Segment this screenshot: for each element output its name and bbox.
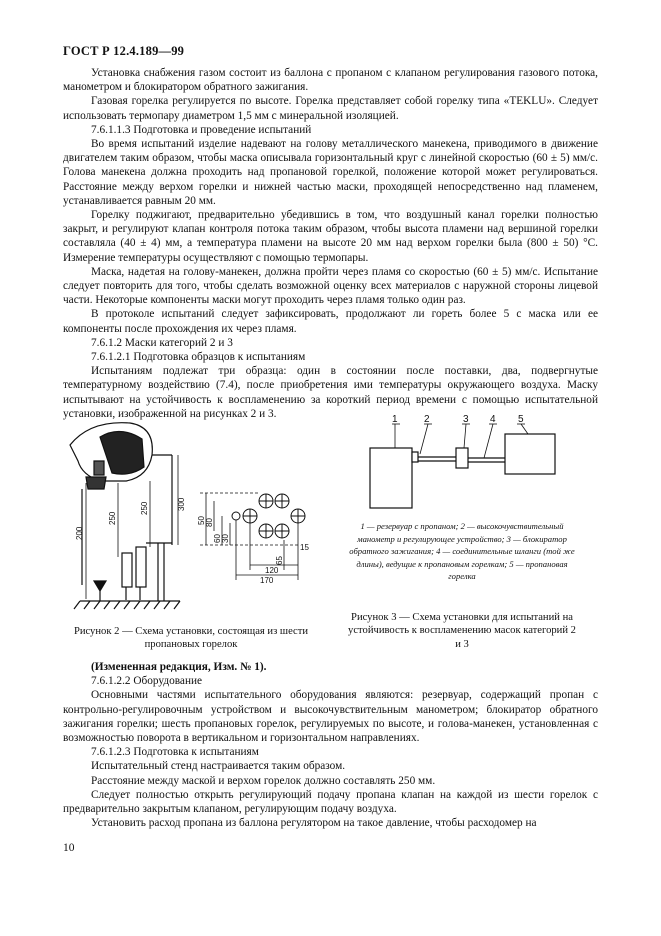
page-number: 10 <box>63 842 75 854</box>
dimension-label: 15 <box>300 543 309 552</box>
figure-3-caption: Рисунок 3 — Схема установки для испытаний на устойчивость к воспламенению масок категорий 2 и 3 <box>348 612 576 650</box>
section-heading: 7.6.1.2.2 Оборудование <box>91 675 203 688</box>
figure-3-drawing <box>360 412 560 512</box>
top-text-block <box>63 66 598 421</box>
paragraph: Следует полностью открыть регулирующий подачу пропана клапан на каждой из шести горелок с предварительно закрытым клапаном, регулирующим подачу воздуха. <box>63 788 598 816</box>
section-heading: 7.6.1.2.1 Подготовка образцов к испытаниям <box>91 351 306 364</box>
dimension-label: 300 <box>177 497 186 511</box>
paragraph: Во время испытаний изделие надевают на голову металлического манекена, приводимого в движение двигателем таким образом, чтобы маска описывала горизонтальный круг с линейной скоростью (60 ± 5) мм/с. Голова манекена должна проходить над пропановой горелкой, положение которой может регулироваться. Расстояние между верхом горелки и нижней частью маски, проходящей непосредственно над пламенем, устанавливается равным 20 мм. <box>63 138 598 207</box>
bottom-text-block <box>63 660 598 830</box>
dimension-label: 250 <box>140 501 149 515</box>
paragraph: Испытательный стенд настраивается таким образом. <box>91 760 346 773</box>
paragraph: Расстояние между маской и верхом горелок должно составлять 250 мм. <box>91 774 436 787</box>
dimension-label: 250 <box>108 511 117 525</box>
section-heading: 7.6.1.2 Маски категорий 2 и 3 <box>91 336 233 349</box>
part-number: 3 <box>463 414 469 425</box>
figure-3-legend: 1 — резервуар с пропаном; 2 — высокочувствительный манометр и регулирующее устройство; 3 — блокиратор обратного зажигания; 4 — соединительные шланги (той же длины), ведущие к пропановым горелкам; 5 — пропановая горелка <box>349 521 575 582</box>
figure-2-caption: Рисунок 2 — Схема установки, состоящая из шести пропановых горелок <box>73 626 309 651</box>
dimension-label: 30 <box>221 534 230 543</box>
paragraph: Установка снабжения газом состоит из баллона с пропаном с клапаном регулирования газового потока, манометром и блокиратором обратного зажигания. <box>63 67 598 94</box>
dimension-label: 65 <box>275 556 284 565</box>
part-number: 4 <box>490 414 496 425</box>
paragraph: Маска, надетая на голову-манекен, должна пройти через пламя со скоростью (60 ± 5) мм/с. Испытание следует повторить для того, чтобы сделать возможной оценку всех материалов с наружной стороны лицевой части. Некоторые компоненты маски могут проходить через пламя только один раз. <box>63 265 598 307</box>
dimension-label: 120 <box>265 566 279 575</box>
amendment-note: (Измененная редакция, Изм. № 1). <box>91 661 267 673</box>
paragraph: Горелку поджигают, предварительно убедившись в том, что воздушный канал горелки полностью закрыт, и регулируют клапан контроля потока таким образом, чтобы высота пламени над вершиной горелки составляла (40 ± 4) мм, а температура пламени на высоте 20 мм над верхом горелки была (800 ± 50) °С. Измерение температуры осуществляют с помощью термопары. <box>63 209 598 264</box>
section-heading: 7.6.1.2.3 Подготовка к испытаниям <box>91 746 259 759</box>
dimension-label: 60 <box>213 534 222 543</box>
paragraph: В протоколе испытаний следует зафиксировать, продолжают ли гореть более 5 с маска или ее компоненты после прохождения их через пламя. <box>63 308 598 335</box>
dimension-label: 50 <box>197 516 206 525</box>
paragraph: Газовая горелка регулируется по высоте. Горелка представляет собой горелку типа «TEKLU». Следует использовать термопару диаметром 1,5 мм с минеральной изоляцией. <box>63 95 598 122</box>
paragraph: Установить расход пропана из баллона регулятором на такое давление, чтобы расходомер на <box>91 817 537 830</box>
part-number: 5 <box>518 414 524 425</box>
part-number: 2 <box>424 414 430 425</box>
dimension-label: 170 <box>260 576 274 585</box>
dimension-label: 80 <box>205 518 214 527</box>
paragraph: Основными частями испытательного оборудования являются: резервуар, содержащий пропан с контрольно-регулировочным устройством и высокочувствительным манометром; блокиратор обратного зажигания горелки; шесть пропановых горелок, регулируемых по высоте, и голова-манекен, установленная с возможностью поворота в вертикальном и горизонтальном направлениях. <box>63 689 598 745</box>
part-number: 1 <box>392 414 398 425</box>
dimension-label: 200 <box>75 526 84 540</box>
paragraph: Испытаниям подлежат три образца: один в состоянии после поставки, два, подвергнутые температурному воздействию (7.4), после приобретения ими температуры окружающего воздуха. Маску испытывают на устойчивость к воспламенению за короткий период времени с помощью испытательной установки, изображенной на рисунках 2 и 3. <box>63 365 598 420</box>
document-header: ГОСТ Р 12.4.189—99 <box>63 44 185 58</box>
section-heading: 7.6.1.1.3 Подготовка и проведение испытаний <box>91 123 312 136</box>
figure-2-drawing <box>60 415 330 615</box>
